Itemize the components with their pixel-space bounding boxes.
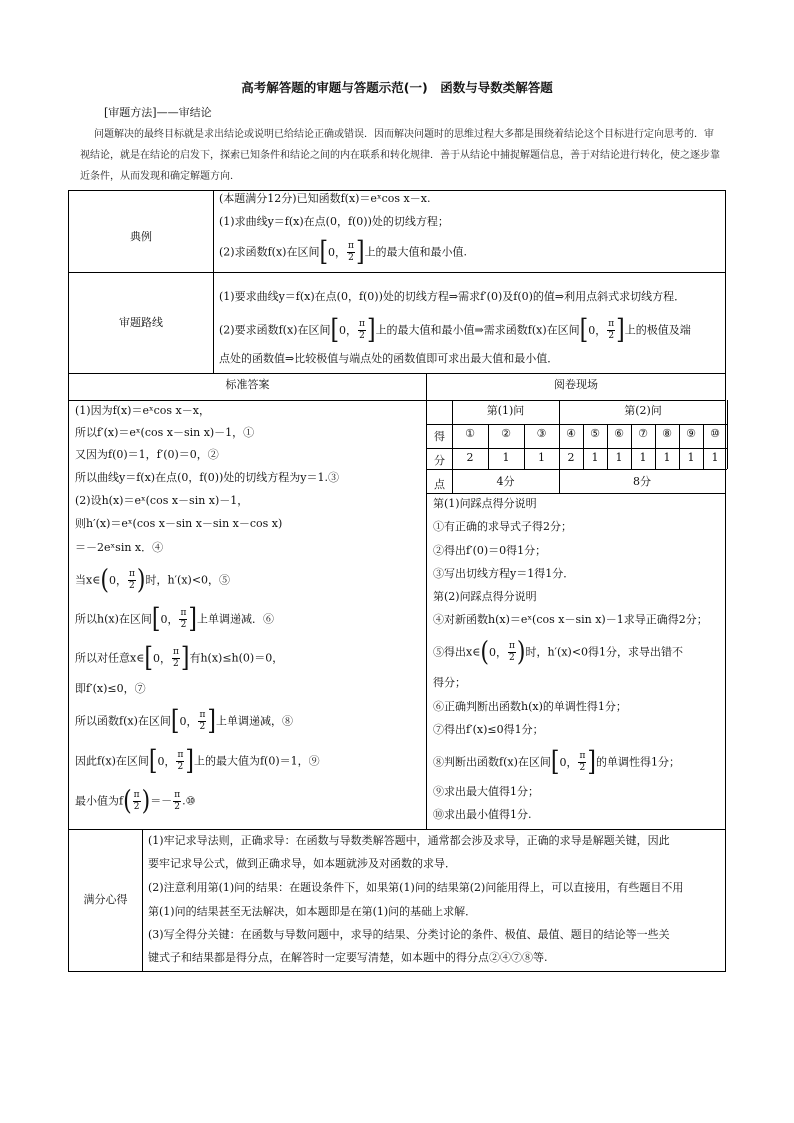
text-line: 键式子和结果都是得分点，在解答时一定要写清楚，如本题中的得分点②④⑦⑧等. (148, 951, 548, 964)
text-line: π (177, 750, 184, 760)
fraction (358, 319, 366, 342)
text-line: 2 (133, 802, 140, 812)
fraction (578, 751, 586, 774)
text-line: 2 (348, 253, 354, 263)
text-line: ＝－2eˣsin x．④ (75, 541, 164, 554)
text-line: 第(1)问踩点得分说明 (433, 497, 537, 510)
text-line: (3)写全得分关键：在函数与导数问题中，求导的结果、分类讨论的条件、极值、最值、题目的结论等一些关 (148, 928, 670, 941)
score-value: 1 (538, 451, 545, 464)
text-line: 0， (588, 323, 607, 337)
text-line: π (359, 319, 365, 329)
score-mark: ⑤ (590, 427, 600, 440)
fraction (179, 608, 187, 631)
text-line: π (608, 319, 615, 329)
text-line: 2 (174, 802, 181, 812)
bracket-glyph: [ (330, 314, 340, 346)
text-line: 即f′(x)≤0，⑦ (75, 682, 146, 695)
text-line: ＝－ (150, 794, 173, 808)
fraction (173, 790, 181, 813)
page-title: 高考解答题的审题与答题示范(一) 函数与导数类解答题 (241, 80, 553, 95)
text-line: 2 (359, 331, 365, 341)
score-value: 2 (567, 451, 575, 464)
text-line: 又因为f(0)＝1，f′(0)＝0，② (75, 448, 219, 461)
fraction (508, 641, 516, 664)
bracket-glyph: ) (516, 636, 526, 668)
bracket-glyph: ] (366, 314, 376, 346)
text-line (433, 636, 684, 668)
score-mark: ⑨ (686, 427, 696, 440)
text-line: ⑦得出f′(x)≤0得1分； (433, 723, 544, 736)
bracket-glyph: ] (180, 642, 190, 674)
text-line: ③写出切线方程y＝1得1分． (433, 567, 575, 580)
text-line: 最小值为f (75, 794, 124, 808)
bracket-glyph: ( (123, 785, 132, 817)
fraction (198, 710, 206, 733)
fraction (128, 569, 136, 592)
text-line (480, 636, 526, 668)
text-line: 的单调性得1分； (595, 755, 680, 769)
text-line: π (199, 710, 206, 720)
summary-label: 满分心得 (83, 893, 128, 906)
text-line: ⑩求出最小值得1分. (433, 808, 532, 821)
text-line: ②得出f′(0)＝0得1分； (433, 544, 547, 557)
bracket-glyph: ) (136, 564, 146, 596)
solution-table (68, 190, 726, 972)
text-line (75, 745, 320, 777)
text-line: 所以对任意x∈ (75, 651, 145, 665)
text-line: (2)求函数f(x)在区间 (219, 245, 320, 259)
text-line: 所以h(x)在区间 (75, 612, 152, 626)
text-line: 上的最大值和最小值. (364, 245, 468, 259)
text-line: π (348, 241, 354, 251)
text-line: (1)牢记求导法则，正确求导：在函数与导数类解答题中，通常都会涉及求导，正确的求导是解题关键，因此 (148, 834, 670, 847)
bracket-glyph: ( (100, 564, 109, 596)
text-line (579, 314, 625, 346)
text-line: 有h(x)≤h(0)＝0， (189, 651, 284, 665)
fraction (133, 790, 141, 813)
text-line (75, 705, 293, 737)
text-line: π (508, 641, 515, 651)
text-line: 0， (488, 645, 507, 659)
fraction (607, 319, 615, 342)
text-line: .⑩ (182, 794, 196, 808)
score-mark: ② (501, 427, 511, 440)
bracket-glyph: ( (480, 636, 489, 668)
text-line (75, 564, 231, 596)
score-value: 1 (687, 451, 695, 464)
text-line: 所以f′(x)＝eˣ(cos x－sin x)－1，① (75, 426, 255, 439)
score-q1-header: 第(1)问 (486, 404, 525, 417)
text-line (433, 746, 680, 778)
text-line: π (579, 751, 586, 761)
text-line (123, 785, 151, 817)
fraction (176, 750, 184, 773)
text-line (75, 603, 274, 635)
bracket-glyph: ] (207, 705, 216, 737)
score-row-label: 点 (434, 478, 445, 491)
score-value: 1 (591, 451, 599, 464)
fraction (172, 647, 180, 670)
text-line: (2)要求函数f(x)在区间 (219, 323, 331, 337)
text-line: ⑤得出x∈ (433, 645, 481, 659)
score-mark: ⑩ (710, 427, 720, 440)
bracket-glyph: ] (188, 603, 197, 635)
text-line: π (133, 790, 140, 800)
score-value: 1 (663, 451, 671, 464)
score-q2-total: 8分 (633, 475, 651, 488)
route-line-3: 点处的函数值⇒比较极值与端点处的函数值即可求出最大值和最小值． (219, 352, 559, 365)
text-line (75, 785, 196, 817)
text-line (550, 746, 596, 778)
score-mark: ④ (566, 427, 576, 440)
score-mark: ⑥ (614, 427, 624, 440)
text-line: 0， (328, 245, 347, 259)
fraction (347, 241, 355, 264)
text-line: (2)注意利用第(1)问的结果：在题设条件下，如果第(1)问的结果第(2)问能用得上，可以直接用，有些题目不用 (148, 881, 684, 894)
example-line-3 (219, 236, 468, 268)
score-mark: ③ (536, 427, 547, 440)
bracket-glyph: [ (170, 705, 180, 737)
route-line-2 (219, 314, 691, 346)
example-label: 典例 (130, 230, 152, 243)
text-line: 上单调递减．⑥ (196, 612, 274, 626)
score-row-label: 得 (434, 430, 445, 443)
text-line: 2 (180, 620, 187, 630)
score-value: 2 (466, 451, 474, 464)
score-value: 1 (639, 451, 647, 464)
text-line (170, 705, 216, 737)
text-line: 2 (608, 331, 615, 341)
text-line: 上的极值及端 (624, 323, 691, 337)
text-line (144, 642, 190, 674)
text-line: 0， (157, 754, 176, 768)
text-line: 0， (160, 612, 179, 626)
text-line: ①有正确的求导式子得2分； (433, 520, 572, 533)
score-mark: ⑧ (662, 427, 672, 440)
text-line: 2 (579, 763, 586, 773)
bracket-glyph: ] (185, 745, 194, 777)
text-line: 上的最大值为f(0)＝1，⑨ (193, 754, 320, 768)
text-line: 2 (199, 722, 206, 732)
bracket-glyph: [ (151, 603, 161, 635)
score-q1-total: 4分 (496, 475, 515, 488)
text-line: 2 (509, 653, 515, 663)
text-line: 第(2)问踩点得分说明 (433, 590, 537, 603)
text-line: 2 (173, 659, 179, 669)
bracket-glyph: ] (587, 746, 596, 778)
text-line: 所以函数f(x)在区间 (75, 714, 171, 728)
text-line: 0， (179, 714, 198, 728)
text-line: 0， (108, 573, 127, 587)
text-line: 当x∈ (75, 573, 101, 587)
text-line (100, 564, 146, 596)
score-row-label: 分 (434, 454, 445, 467)
bracket-glyph: [ (579, 314, 589, 346)
text-line: 时，h′(x)<0得1分，求导出错不 (525, 645, 684, 659)
text-line: 时，h′(x)<0，⑤ (145, 573, 231, 587)
text-line: 得分； (433, 676, 466, 689)
text-line: 第(1)问的结果甚至无法解决，如本题即是在第(1)问的基础上求解． (148, 905, 477, 918)
text-line: 要牢记求导公式，做到正确求导，如本题就涉及对函数的求导． (148, 857, 456, 870)
bracket-glyph: ] (616, 314, 625, 346)
text-line: π (172, 647, 179, 657)
text-line (75, 642, 284, 674)
text-line (151, 603, 197, 635)
text-line: ⑥正确判断出函数h(x)的单调性得1分； (433, 700, 627, 713)
text-line: ⑧判断出函数f(x)在区间 (433, 755, 551, 769)
bracket-glyph: [ (144, 642, 153, 674)
text-line: (2)设h(x)＝eˣ(cos x－sin x)－1， (75, 494, 249, 507)
text-line: ④对新函数h(x)＝eˣ(cos x－sin x)－1求导正确得2分； (433, 613, 708, 626)
text-line: 则h′(x)＝eˣ(cos x－sin x－sin x－cos x) (75, 517, 283, 530)
text-line: 2 (177, 762, 184, 772)
text-line: ⑨求出最大值得1分； (433, 785, 539, 798)
bracket-glyph: [ (319, 236, 329, 268)
score-value: 1 (502, 451, 510, 464)
bracket-glyph: ) (141, 785, 151, 817)
bracket-glyph: [ (550, 746, 560, 778)
text-line: 0， (559, 755, 578, 769)
score-value: 1 (615, 451, 623, 464)
text-line: 所以曲线y＝f(x)在点(0，f(0))处的切线方程为y＝1.③ (75, 471, 340, 484)
text-line: π (174, 790, 181, 800)
score-value: 1 (711, 451, 719, 464)
text-line (148, 745, 194, 777)
route-label: 审题路线 (119, 316, 163, 329)
text-line: 0， (339, 323, 358, 337)
score-q2-header: 第(2)问 (624, 404, 662, 417)
text-line: 上的最大值和最小值⇒需求函数f(x)在区间 (375, 323, 580, 337)
text-line (319, 236, 365, 268)
score-mark: ① (465, 427, 475, 440)
method-heading: [审题方法]——审结论 (104, 106, 212, 119)
text-line: π (128, 569, 135, 579)
bracket-glyph: [ (148, 745, 158, 777)
intro-paragraph: 问题解决的最终目标就是求出结论或说明已给结论正确或错误．因而解决问题时的思维过程大多都是围绕着结论这个目标进行定向思考的．审视结论，就是在结论的启发下，探索已知条件和结论之间的内在联系和转化规律．善于从结论中捕捉解题信息，善于对结论进行转化，使之逐步靠近条件，从而发现和确定解题方向． (80, 129, 720, 182)
text-line: 0， (152, 651, 171, 665)
text-line: π (180, 608, 187, 618)
grading-header: 阅卷现场 (554, 378, 598, 391)
text-line: 2 (129, 581, 135, 591)
route-line-1: (1)要求曲线y＝f(x)在点(0，f(0))处的切线方程⇒需求f′(0)及f(0)的值⇒利用点斜式求切线方程． (219, 290, 686, 303)
example-line-1: (本题满分12分)已知函数f(x)＝eˣcos x－x. (219, 192, 431, 205)
score-mark: ⑦ (638, 427, 648, 440)
standard-answer-header: 标准答案 (225, 378, 270, 391)
text-line: (1)因为f(x)＝eˣcos x－x， (75, 404, 210, 417)
example-line-2: (1)求曲线y＝f(x)在点(0，f(0))处的切线方程； (219, 215, 449, 228)
text-line (330, 314, 376, 346)
text-line: 因此f(x)在区间 (75, 754, 149, 768)
bracket-glyph: ] (355, 236, 365, 268)
text-line: 上单调递减，⑧ (215, 714, 293, 728)
